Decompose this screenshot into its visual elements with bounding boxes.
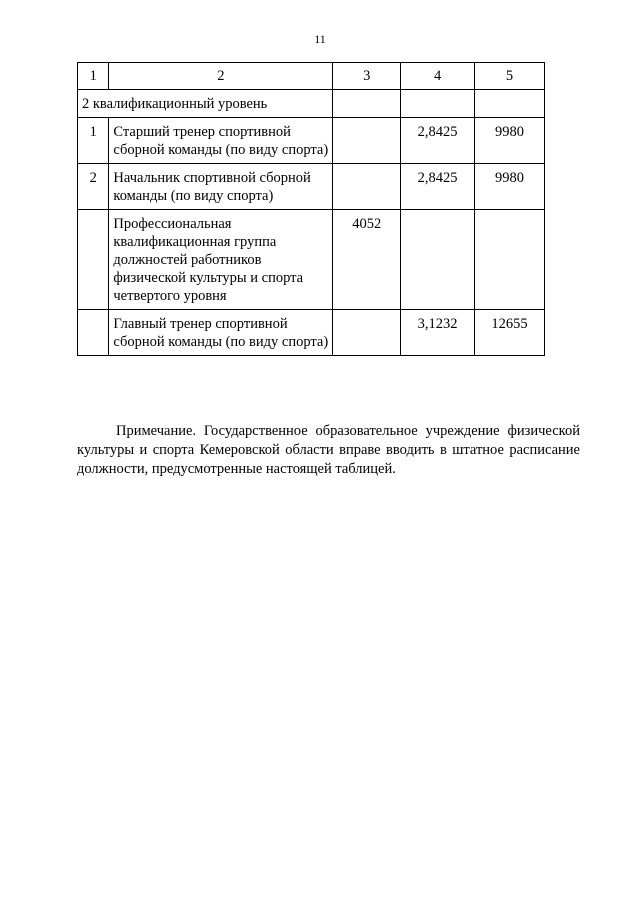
table-row xyxy=(78,310,545,356)
coefficient: 2,8425 xyxy=(401,118,475,164)
empty-cell xyxy=(401,90,475,118)
page-number: 11 xyxy=(314,32,326,46)
group-code: 4052 xyxy=(333,210,401,310)
header-cell-4: 4 xyxy=(401,63,475,90)
position-name: Старший тренер спортивной сборной команды (по виду спорта) xyxy=(109,118,333,164)
table-row xyxy=(78,210,545,310)
salary xyxy=(475,210,545,310)
group-code xyxy=(333,118,401,164)
row-number xyxy=(78,310,109,356)
coefficient: 3,1232 xyxy=(401,310,475,356)
position-name: Начальник спортивной сборной команды (по виду спорта) xyxy=(109,164,333,210)
group-code xyxy=(333,164,401,210)
group-code xyxy=(333,310,401,356)
table-note: Примечание. Государственное образовательное учреждение физической культуры и спорта Кемеровской области вправе вводить в штатное расписание должности, предусмотренные настоящей таблицей. xyxy=(77,422,580,477)
header-cell-5: 5 xyxy=(475,63,545,90)
empty-cell xyxy=(475,90,545,118)
coefficient: 2,8425 xyxy=(401,164,475,210)
salary: 9980 xyxy=(475,164,545,210)
table-row xyxy=(78,164,545,210)
header-cell-2: 2 xyxy=(109,63,333,90)
staffing-table xyxy=(77,62,545,356)
header-cell-3: 3 xyxy=(333,63,401,90)
table-header-row xyxy=(78,63,545,90)
position-name: Главный тренер спортивной сборной команды (по виду спорта) xyxy=(109,310,333,356)
position-name: Профессиональная квалификационная группа должностей работников физической культуры и спорта четвертого уровня xyxy=(109,210,333,310)
empty-cell xyxy=(333,90,401,118)
row-number: 2 xyxy=(78,164,109,210)
row-number: 1 xyxy=(78,118,109,164)
salary: 12655 xyxy=(475,310,545,356)
salary: 9980 xyxy=(475,118,545,164)
qualification-level-row xyxy=(78,90,545,118)
row-number xyxy=(78,210,109,310)
table-row xyxy=(78,118,545,164)
qualification-level-label: 2 квалификационный уровень xyxy=(78,90,333,118)
coefficient xyxy=(401,210,475,310)
header-cell-1: 1 xyxy=(78,63,109,90)
